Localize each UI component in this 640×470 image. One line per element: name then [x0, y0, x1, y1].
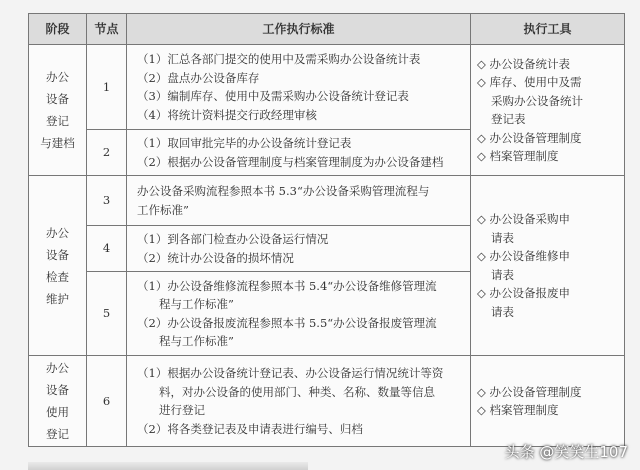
tools-cell: ◇ 办公设备统计表 ◇ 库存、使用中及需 采购办公设备统计 登记表 ◇ 办公设备管理制度 ◇ 档案管理制度	[471, 45, 625, 176]
node-cell: 3	[87, 176, 127, 226]
table-row	[29, 356, 625, 447]
standard-cell: （1）办公设备维修流程参照本书 5.4“办公设备维修管理流 程与工作标准” （2）办公设备报废流程参照本书 5.5“办公设备报废管理流 程与工作标准”	[127, 272, 471, 356]
page-bottom-shade	[28, 462, 308, 470]
table-row	[29, 176, 625, 226]
watermark: 头条 @笑笑生107	[504, 443, 628, 461]
header-tools: 执行工具	[471, 14, 625, 45]
standard-cell: 办公设备采购流程参照本书 5.3“办公设备采购管理流程与 工作标准”	[127, 176, 471, 226]
tools-cell: ◇ 办公设备管理制度 ◇ 档案管理制度	[471, 356, 625, 447]
process-table	[28, 13, 625, 447]
header-row	[29, 14, 625, 45]
header-standard: 工作执行标准	[127, 14, 471, 45]
node-cell: 5	[87, 272, 127, 356]
standard-cell: （1）汇总各部门提交的使用中及需采购办公设备统计表 （2）盘点办公设备库存 （3）编制库存、使用中及需采购办公设备统计登记表 （4）将统计资料提交行政经理审核	[127, 45, 471, 130]
header-node: 节点	[87, 14, 127, 45]
stage-cell: 办公 设备 登记 与建档	[29, 45, 87, 176]
standard-cell: （1）到各部门检查办公设备运行情况 （2）统计办公设备的损坏情况	[127, 226, 471, 272]
standard-cell: （1）根据办公设备统计登记表、办公设备运行情况统计等资 料，对办公设备的使用部门、种类、名称、数量等信息 进行登记 （2）将各类登记表及申请表进行编号、归档	[127, 356, 471, 447]
standard-cell: （1）取回审批完毕的办公设备统计登记表 （2）根据办公设备管理制度与档案管理制度为办公设备建档	[127, 130, 471, 176]
tools-cell: ◇ 办公设备采购申 请表 ◇ 办公设备维修申 请表 ◇ 办公设备报废申 请表	[471, 176, 625, 356]
node-cell: 6	[87, 356, 127, 447]
node-cell: 1	[87, 45, 127, 130]
table-row	[29, 45, 625, 130]
node-cell: 4	[87, 226, 127, 272]
stage-cell: 办公 设备 检查 维护	[29, 176, 87, 356]
node-cell: 2	[87, 130, 127, 176]
header-stage: 阶段	[29, 14, 87, 45]
stage-cell: 办公 设备 使用 登记	[29, 356, 87, 447]
